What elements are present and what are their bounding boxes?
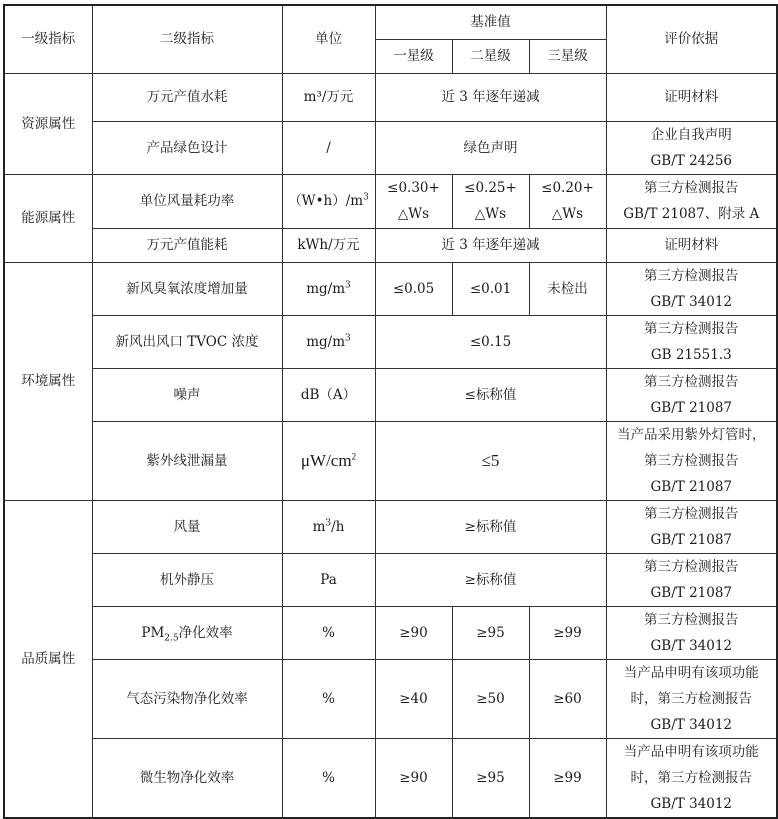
indicator-name: 万元产值能耗 — [92, 228, 282, 262]
table-row — [4, 659, 777, 738]
name-subscript: 2.5 — [164, 633, 179, 644]
indicator-name: 新风臭氧浓度增加量 — [92, 262, 282, 315]
baseline-value: ≥标称值 — [375, 500, 606, 553]
basis-line: GB/T 21087 — [650, 531, 733, 548]
basis-line: GB/T 34012 — [650, 637, 733, 654]
evaluation-basis — [606, 368, 777, 421]
indicator-name: 紫外线泄漏量 — [92, 421, 282, 500]
evaluation-basis — [606, 738, 777, 818]
unit-superscript: 3 — [345, 280, 351, 290]
unit-text: /h — [331, 518, 345, 535]
indicator-unit — [282, 262, 375, 315]
indicator-unit — [282, 315, 375, 368]
indicator-unit: kWh/万元 — [282, 228, 375, 262]
indicator-name: 万元产值水耗 — [92, 73, 282, 121]
baseline-value: ≤标称值 — [375, 368, 606, 421]
baseline-value: 近 3 年逐年递减 — [375, 228, 606, 262]
unit-superscript: 3 — [325, 518, 332, 528]
basis-line: 证明材料 — [664, 237, 719, 253]
name-text: 净化效率 — [178, 624, 233, 641]
basis-line: 当产品申明有该项功能 — [623, 664, 759, 681]
basis-line: GB/T 34012 — [650, 795, 733, 812]
basis-line: 第三方检测报告 — [644, 180, 739, 196]
evaluation-basis — [606, 315, 777, 368]
basis-line: 证明材料 — [664, 89, 719, 105]
evaluation-basis — [606, 174, 777, 228]
group-energy: 能源属性 — [4, 174, 92, 262]
star1-value: ≥40 — [375, 659, 452, 738]
basis-line: GB/T 21087、附录 A — [623, 206, 760, 222]
star3-value: 未检出 — [529, 262, 606, 315]
value-line: △Ws — [397, 206, 430, 222]
unit-text: mg/m — [306, 333, 346, 350]
basis-line: 第三方检测报告 — [644, 558, 739, 575]
star1-value: ≥90 — [375, 606, 452, 659]
indicator-name: 机外静压 — [92, 553, 282, 606]
basis-line: 第三方检测报告 — [644, 611, 739, 628]
basis-line: GB/T 34012 — [650, 293, 733, 310]
table-row — [4, 121, 777, 174]
baseline-value: 近 3 年逐年递减 — [375, 73, 606, 121]
baseline-value: ≤5 — [375, 421, 606, 500]
evaluation-basis — [606, 553, 777, 606]
star2-value: ≥95 — [452, 606, 529, 659]
table-row — [4, 421, 777, 500]
table-row — [4, 174, 777, 228]
header-baseline: 基准值 — [375, 5, 606, 39]
basis-line: 当产品申明有该项功能 — [623, 743, 759, 760]
table-row — [4, 368, 777, 421]
star2-value: ≤0.01 — [452, 262, 529, 315]
indicator-name: 新风出风口 TVOC 浓度 — [92, 315, 282, 368]
star3-value: ≥99 — [529, 738, 606, 818]
table-row — [4, 315, 777, 368]
unit-text: （W•h）/m — [288, 193, 364, 209]
indicator-unit: / — [282, 121, 375, 174]
header-level2: 二级指标 — [92, 5, 282, 73]
star2-value: ≥95 — [452, 738, 529, 818]
evaluation-basis — [606, 659, 777, 738]
evaluation-basis — [606, 262, 777, 315]
star1-value: ≤0.05 — [375, 262, 452, 315]
indicator-name: 单位风量耗功率 — [92, 174, 282, 228]
table-row — [4, 262, 777, 315]
star1-value — [375, 174, 452, 228]
unit-superscript: 3 — [345, 333, 351, 343]
name-text: PM — [141, 624, 165, 641]
indicator-unit: dB（A） — [282, 368, 375, 421]
baseline-value: ≤0.15 — [375, 315, 606, 368]
basis-line: 第三方检测报告 — [644, 373, 739, 390]
table-row — [4, 606, 777, 659]
indicator-name: 噪声 — [92, 368, 282, 421]
star2-value — [452, 174, 529, 228]
star3-value — [529, 174, 606, 228]
table-row — [4, 553, 777, 606]
indicator-name: 微生物净化效率 — [92, 738, 282, 818]
unit-text: m — [312, 518, 326, 535]
value-line: △Ws — [551, 206, 584, 222]
baseline-value: 绿色声明 — [375, 121, 606, 174]
value-line: ≤0.25+ — [464, 180, 517, 196]
evaluation-basis — [606, 500, 777, 553]
basis-line: GB/T 24256 — [650, 152, 733, 169]
basis-line: 第三方检测报告 — [644, 267, 739, 284]
value-line: ≤0.30+ — [387, 180, 440, 196]
header-level1: 一级指标 — [4, 5, 92, 73]
indicator-unit — [282, 500, 375, 553]
group-quality: 品质属性 — [4, 500, 92, 818]
unit-superscript: 2 — [351, 450, 357, 461]
indicator-unit: Pa — [282, 553, 375, 606]
basis-line: GB/T 21087 — [650, 399, 733, 416]
value-line: ≤0.20+ — [541, 180, 594, 196]
star2-value: ≥50 — [452, 659, 529, 738]
basis-line: GB 21551.3 — [650, 346, 732, 363]
basis-line: 第三方检测报告 — [644, 452, 739, 469]
table-row — [4, 500, 777, 553]
header-star1: 一星级 — [375, 39, 452, 73]
header-unit: 单位 — [282, 5, 375, 73]
indicator-unit — [282, 421, 375, 500]
evaluation-basis — [606, 606, 777, 659]
evaluation-basis — [606, 228, 777, 262]
evaluation-basis — [606, 73, 777, 121]
indicator-name: 风量 — [92, 500, 282, 553]
basis-line: 企业自我声明 — [650, 126, 732, 143]
basis-line: 时，第三方检测报告 — [630, 769, 753, 786]
value-line: △Ws — [474, 206, 507, 222]
evaluation-table — [3, 4, 778, 819]
table-row — [4, 228, 777, 262]
unit-text: mg/m — [306, 280, 346, 297]
evaluation-basis — [606, 121, 777, 174]
header-star3: 三星级 — [529, 39, 606, 73]
group-environment: 环境属性 — [4, 262, 92, 500]
group-resource: 资源属性 — [4, 73, 92, 174]
indicator-name — [92, 606, 282, 659]
basis-line: GB/T 21087 — [650, 584, 733, 601]
basis-line: GB/T 34012 — [650, 716, 733, 733]
unit-text: μW/cm — [300, 450, 352, 470]
indicator-unit: % — [282, 738, 375, 818]
basis-line: GB/T 21087 — [650, 478, 733, 495]
basis-line: 第三方检测报告 — [644, 320, 739, 337]
star1-value: ≥90 — [375, 738, 452, 818]
header-star2: 二星级 — [452, 39, 529, 73]
indicator-unit: % — [282, 659, 375, 738]
evaluation-basis — [606, 421, 777, 500]
star3-value: ≥99 — [529, 606, 606, 659]
basis-line: 第三方检测报告 — [644, 505, 739, 522]
unit-superscript: 3 — [363, 192, 369, 203]
table-row — [4, 73, 777, 121]
table-row — [4, 738, 777, 818]
indicator-unit: m³/万元 — [282, 73, 375, 121]
basis-line: 当产品采用紫外灯管时， — [617, 426, 766, 443]
indicator-name: 产品绿色设计 — [92, 121, 282, 174]
header-basis: 评价依据 — [606, 5, 777, 73]
baseline-value: ≥标称值 — [375, 553, 606, 606]
indicator-unit — [282, 174, 375, 228]
header-row-1 — [4, 5, 777, 39]
indicator-name: 气态污染物净化效率 — [92, 659, 282, 738]
star3-value: ≥60 — [529, 659, 606, 738]
basis-line: 时，第三方检测报告 — [630, 690, 753, 707]
indicator-unit: % — [282, 606, 375, 659]
